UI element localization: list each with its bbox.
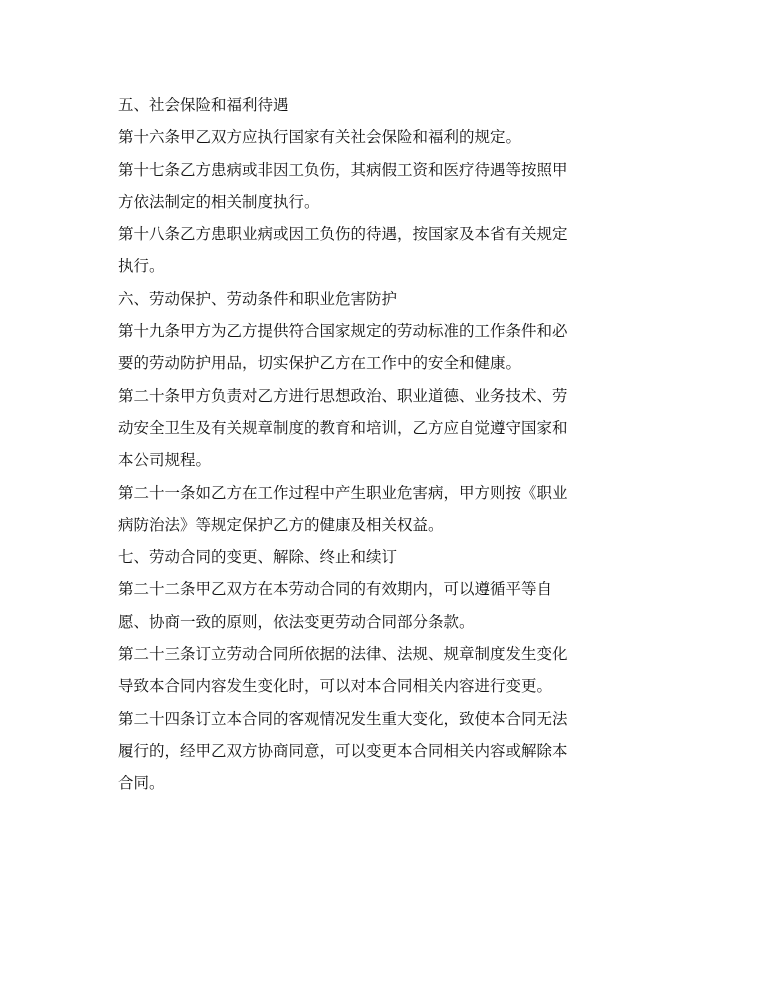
article-23-continuation: 导致本合同内容发生变化时，可以对本合同相关内容进行变更。 [118,677,553,696]
article-21-line: 第二十一条如乙方在工作过程中产生职业危害病，甲方则按《职业 [118,483,568,502]
article-23-line: 第二十三条订立劳动合同所依据的法律、法规、规章制度发生变化 [118,645,568,664]
article-20-continuation: 本公司规程。 [118,451,212,470]
section-heading-contract-changes: 七、劳动合同的变更、解除、终止和续订 [118,548,398,567]
article-21-continuation: 病防治法》等规定保护乙方的健康及相关权益。 [118,515,444,534]
article-24-continuation: 履行的，经甲乙双方协商同意，可以变更本合同相关内容或解除本 [118,741,568,760]
section-heading-social-insurance: 五、社会保险和福利待遇 [118,96,289,114]
article-19-continuation: 要的劳动防护用品，切实保护乙方在工作中的安全和健康。 [118,354,522,373]
article-20-continuation: 动安全卫生及有关规章制度的教育和培训，乙方应自觉遵守国家和 [118,418,568,437]
article-19-line: 第十九条甲方为乙方提供符合国家规定的劳动标准的工作条件和必 [118,322,568,341]
section-heading-labor-protection: 六、劳动保护、劳动条件和职业危害防护 [118,289,398,308]
article-24-continuation: 合同。 [118,774,165,793]
article-17-continuation: 方依法制定的相关制度执行。 [118,192,320,211]
article-22-line: 第二十二条甲乙双方在本劳动合同的有效期内，可以遵循平等自 [118,580,553,599]
article-22-continuation: 愿、协商一致的原则，依法变更劳动合同部分条款。 [118,612,475,631]
article-16-line: 第十六条甲乙双方应执行国家有关社会保险和福利的规定。 [118,128,522,147]
article-18-line: 第十八条乙方患职业病或因工负伤的待遇，按国家及本省有关规定 [118,225,568,244]
article-18-continuation: 执行。 [118,257,165,276]
article-17-line: 第十七条乙方患病或非因工负伤，其病假工资和医疗待遇等按照甲 [118,160,568,179]
article-24-line: 第二十四条订立本合同的客观情况发生重大变化，致使本合同无法 [118,709,568,728]
document-body [118,89,646,800]
article-20-line: 第二十条甲方负责对乙方进行思想政治、职业道德、业务技术、劳 [118,386,568,405]
